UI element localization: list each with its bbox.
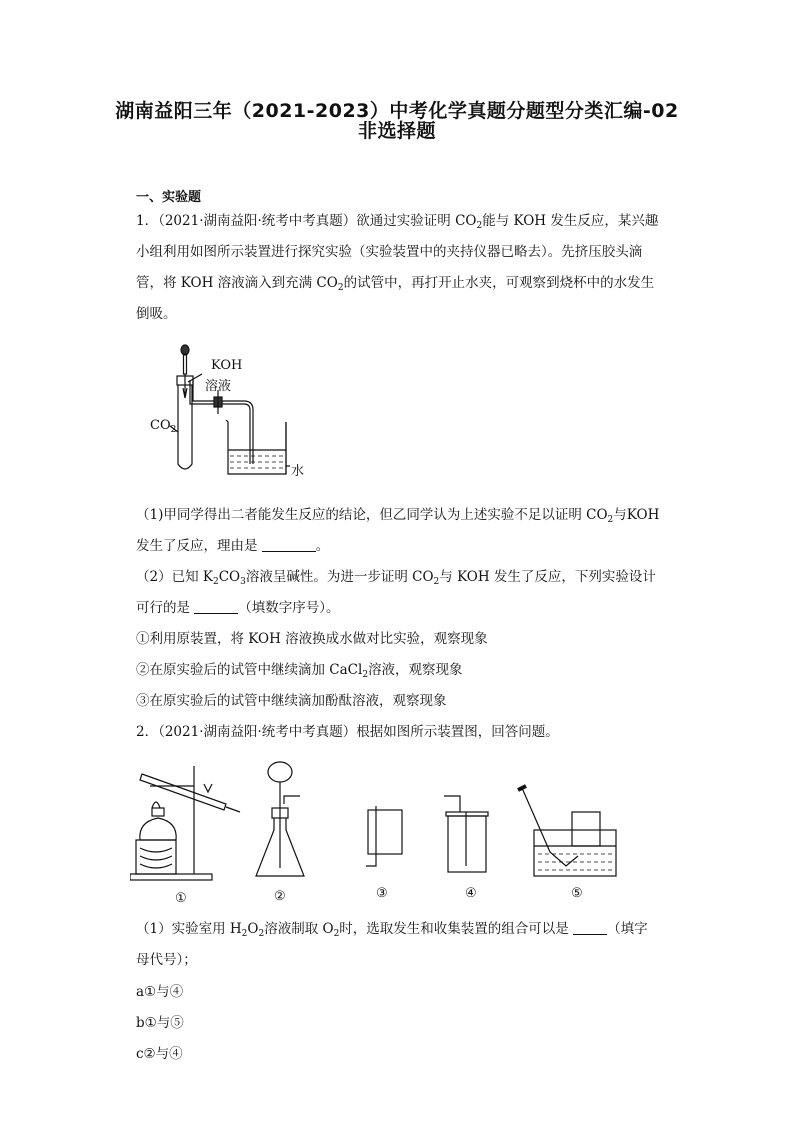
q2-line-1: 2．（2021·湖南益阳·统考中考真题）根据如图所示装置图，回答问题。 <box>136 724 559 740</box>
q1-part-2-line-2: 可行的是 （填数字序号）。 <box>136 600 340 616</box>
q1-option-1: ①利用原装置，将 KOH 溶液换成水做对比实验，观察现象 <box>136 631 488 647</box>
figure-label-koh: KOH <box>211 358 243 373</box>
figure-label-water: 水 <box>291 464 305 479</box>
q1-part-1-line-1: （1)甲同学得出二者能发生反应的结论，但乙同学认为上述实验不足以证明 $CO_2$与KOH <box>136 507 660 525</box>
figure-label-solution: 溶液 <box>205 379 232 394</box>
q1-option-2: ②在原实验后的试管中继续滴加 CaCl$_2$溶液，观察现象 <box>136 662 463 680</box>
apparatus-label-2: ② <box>274 889 286 904</box>
q1-line-2: 小组利用如图所示装置进行探究实验（实验装置中的夹持仪器已略去）。先挤压胶头滴 <box>136 244 643 260</box>
q1-line-4: 倒吸。 <box>136 306 177 322</box>
q1-option-3: ③在原实验后的试管中继续滴加酚酞溶液，观察现象 <box>136 693 447 709</box>
apparatus-label-3: ③ <box>376 886 388 901</box>
apparatus-label-5: ⑤ <box>571 886 583 901</box>
answer-blank[interactable] <box>262 538 316 552</box>
answer-blank[interactable] <box>573 921 607 935</box>
figure-label-co2: $CO_2$ <box>150 418 177 435</box>
q2-choice-a: a①与④ <box>136 984 184 1000</box>
apparatus-label-4: ④ <box>465 886 477 901</box>
title-line-1: 湖南益阳三年（2021-2023）中考化学真题分题型分类汇编-02 <box>115 100 679 122</box>
q2-part-1-line-2: 母代号）； <box>136 952 197 968</box>
q1-line-1: 1．（2021·湖南益阳·统考中考真题）欲通过实验证明 $CO_2$能与 KOH 发生反应，某兴趣 <box>136 213 659 231</box>
apparatus-label-1: ① <box>175 891 187 906</box>
q2-apparatus-figure <box>130 756 630 906</box>
q2-choice-c: c②与④ <box>136 1046 183 1062</box>
document-subtitle <box>60 116 734 143</box>
q2-part-1-line-1: （1）实验室用 $H_2O_2$溶液制取 $O_2$时，选取发生和收集装置的组合可以是 （填字 <box>136 921 648 939</box>
title-line-2: 非选择题 <box>357 120 436 142</box>
q1-line-3: 管，将 KOH 溶液滴入到充满 $CO_2$的试管中，再打开止水夹，可观察到烧杯中的水发生 <box>136 275 655 293</box>
answer-blank[interactable] <box>194 600 238 614</box>
q2-choice-b: b①与⑤ <box>136 1015 184 1031</box>
q1-part-1-line-2: 发生了反应，理由是 。 <box>136 538 330 554</box>
q1-part-2-line-1: （2）已知 $K_2CO_3$溶液呈碱性。为进一步证明 $CO_2$与 KOH 发生了反应，下列实验设计 <box>136 569 656 587</box>
section-heading: 一、实验题 <box>136 190 202 205</box>
